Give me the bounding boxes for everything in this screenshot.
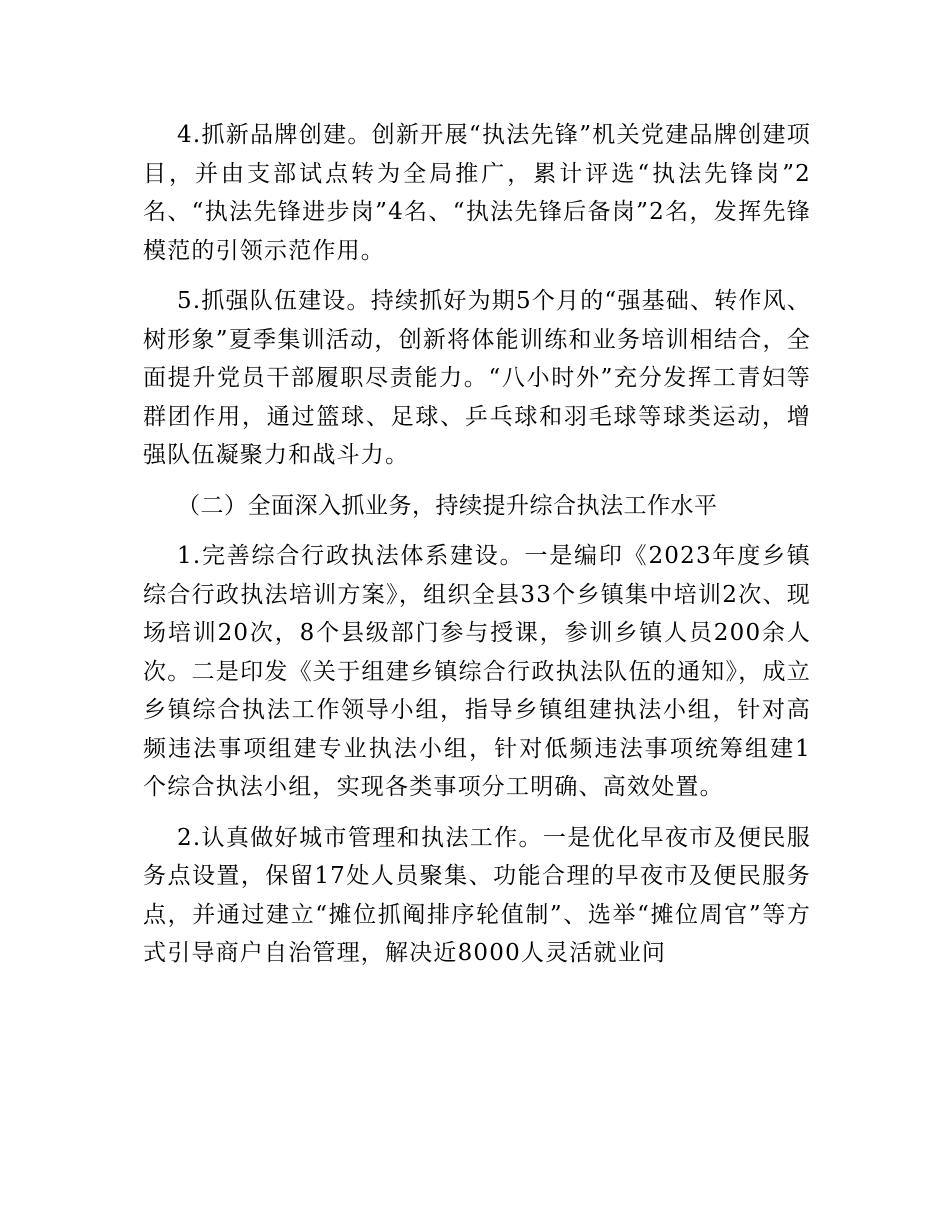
paragraph-team-building: 5.抓强队伍建设。持续抓好为期5个月的“强基础、转作风、树形象”夏季集训活动，创新将体能训练和业务培训相结合，全面提升党员干部履职尽责能力。“八小时外”充分发挥工青妇等群团作用，通过篮球、足球、乒乓球和羽毛球等球类运动，增强队伍凝聚力和战斗力。 — [143, 288, 811, 468]
document-body — [143, 116, 811, 985]
paragraph-city-management: 2.认真做好城市管理和执法工作。一是优化早夜市及便民服务点设置，保留17处人员聚集、功能合理的早夜市及便民服务点，并通过建立“摊位抓阄排序轮值制”、选举“摊位周官”等方式引导商户自治管理，解决近8000人灵活就业问 — [143, 824, 811, 966]
section-heading: （二）全面深入抓业务，持续提升综合执法工作水平 — [177, 492, 718, 519]
paragraph-brand-building: 4.抓新品牌创建。创新开展“执法先锋”机关党建品牌创建项目，并由支部试点转为全局推广，累计评选“执法先锋岗”2名、“执法先锋进步岗”4名、“执法先锋后备岗”2名，发挥先锋模范的引领示范作用。 — [143, 122, 811, 264]
paragraph-enforcement-system: 1.完善综合行政执法体系建设。一是编印《2023年度乡镇综合行政执法培训方案》，组织全县33个乡镇集中培训2次、现场培训20次，8个县级部门参与授课，参训乡镇人员200余人次。二是印发《关于组建乡镇综合行政执法队伍的通知》，成立乡镇综合执法工作领导小组，指导乡镇组建执法小组，针对高频违法事项组建专业执法小组，针对低频违法事项统筹组建1个综合执法小组，实现各类事项分工明确、高效处置。 — [143, 543, 811, 800]
